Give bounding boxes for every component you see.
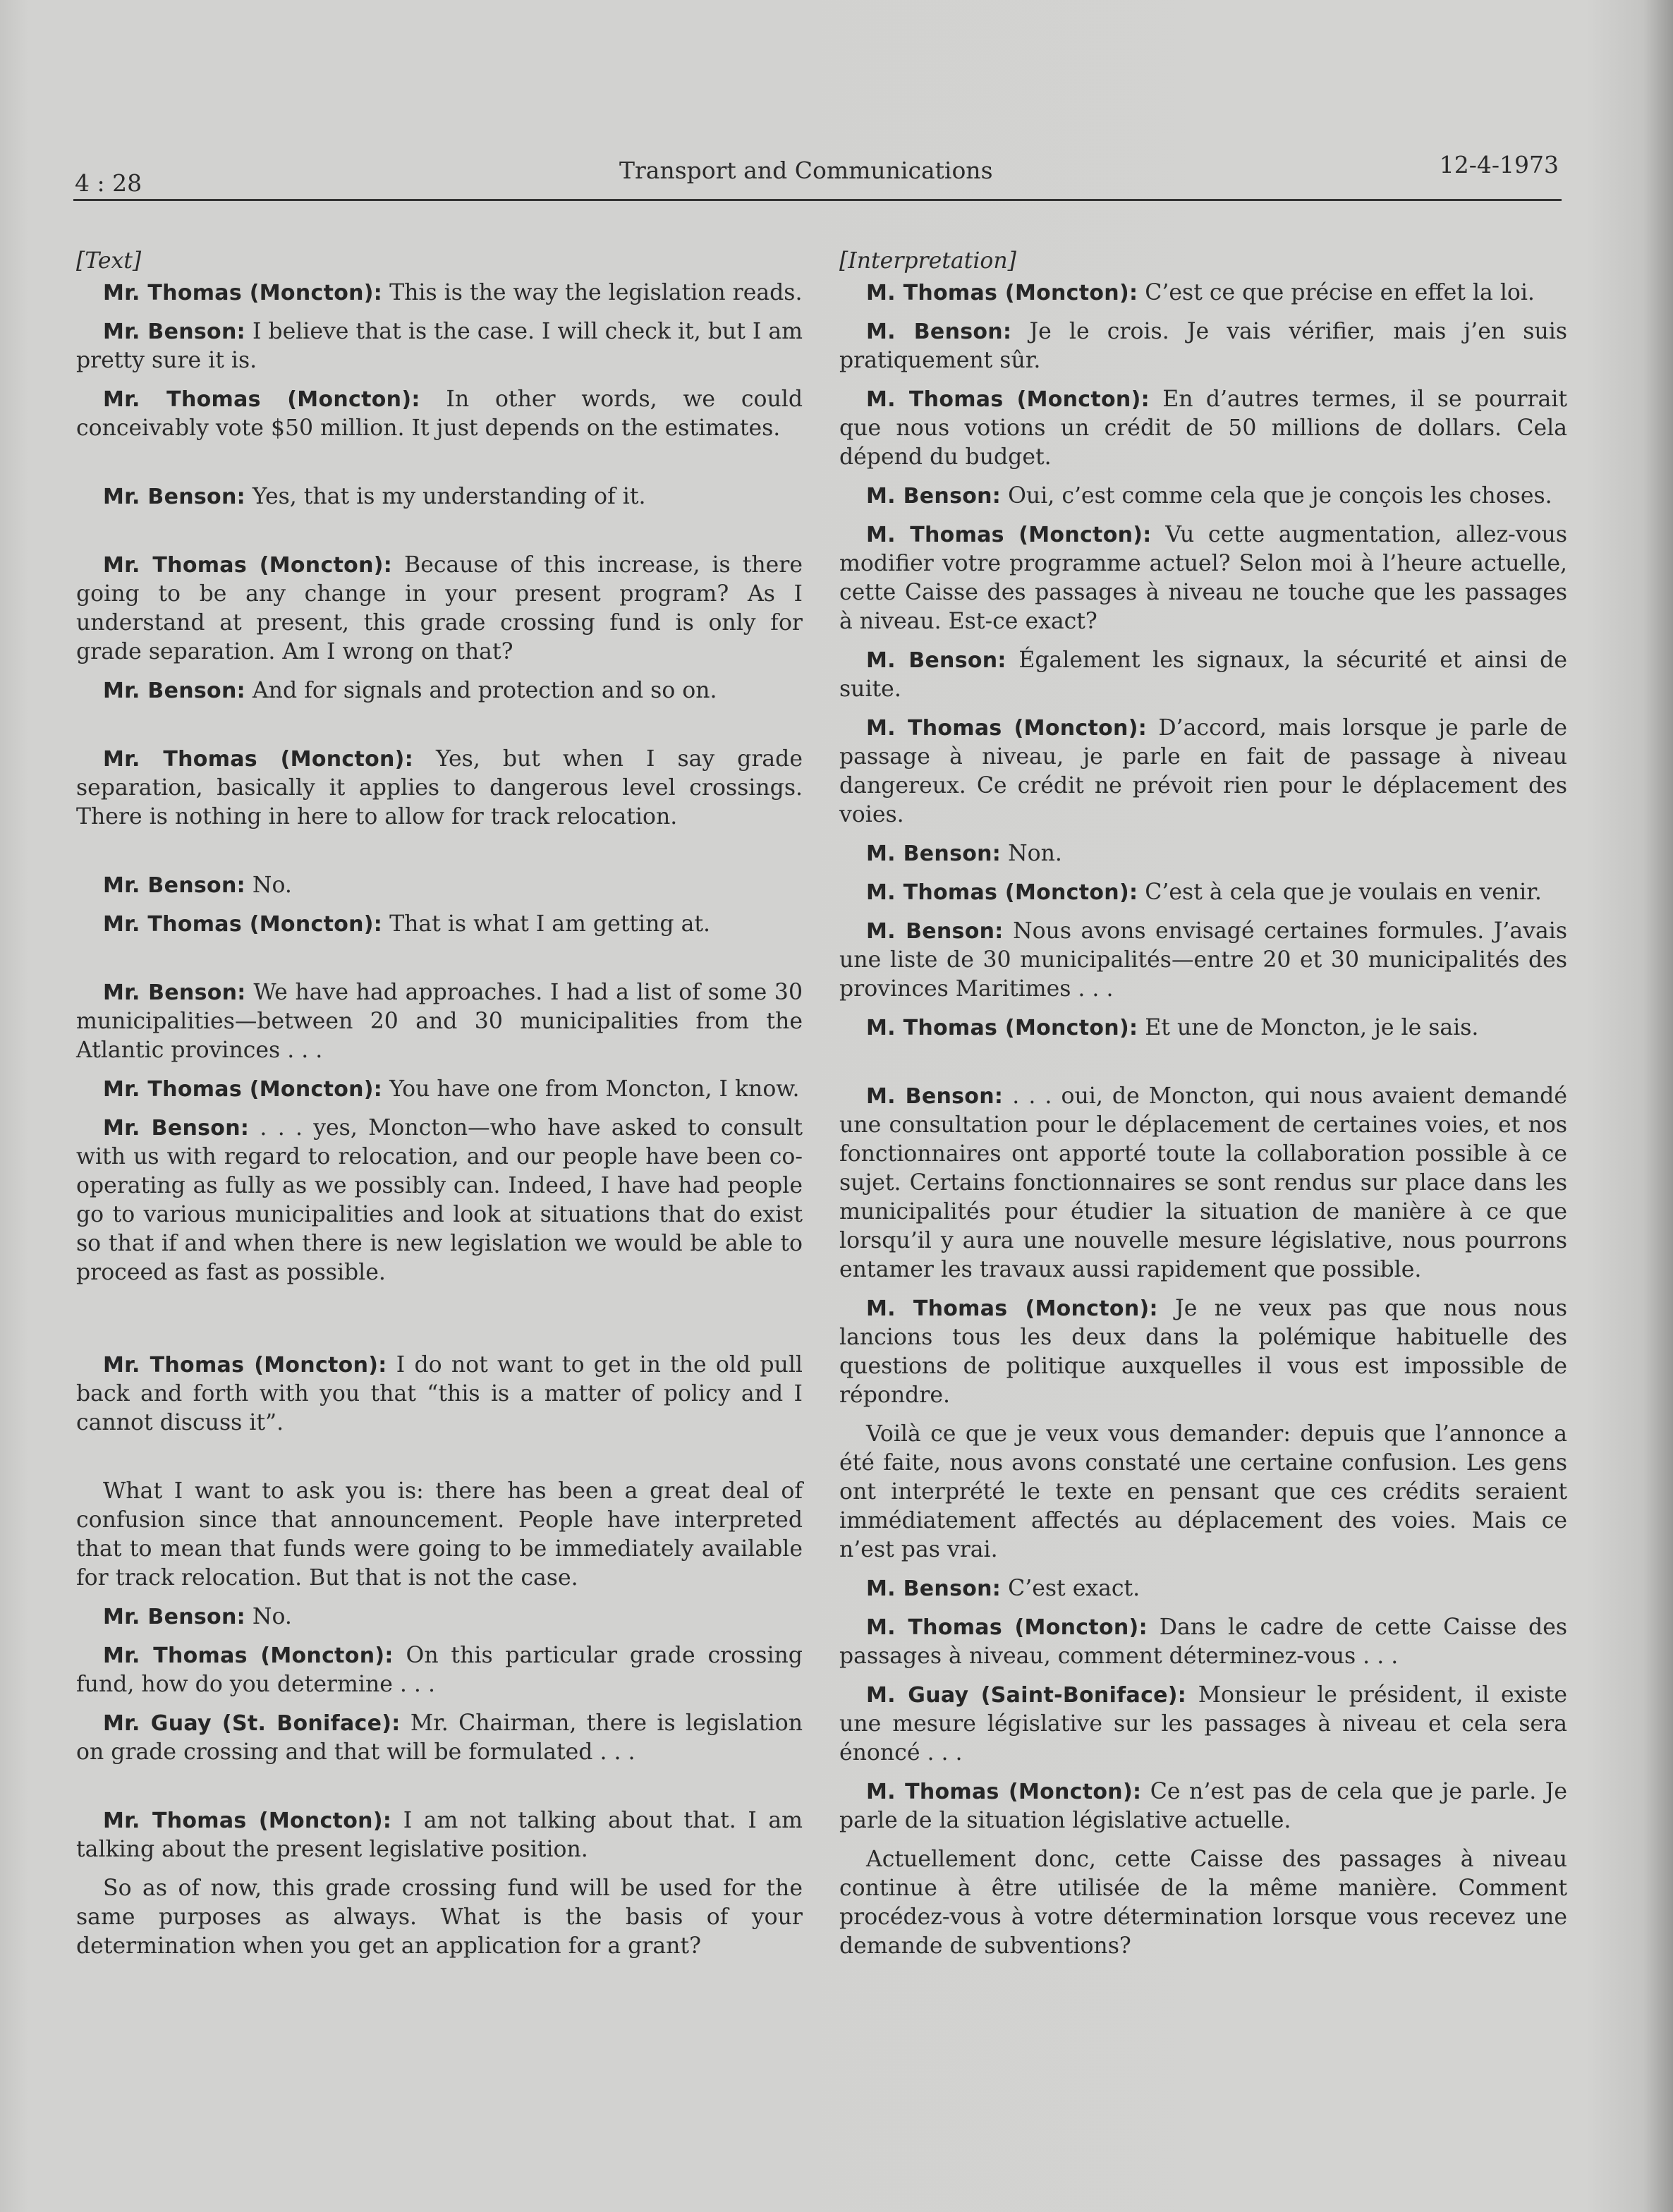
speech-text: C’est à cela que je voulais en venir.	[1138, 880, 1542, 905]
speech-text: C’est ce que précise en effet la loi.	[1138, 280, 1535, 305]
speech-text: What I want to ask you is: there has been a great deal of confusion since that announcement. People have interpreted that to mean that funds were going to be immediately available for track relocation. But that is not the case.	[76, 1478, 803, 1591]
speech-text: You have one from Moncton, I know.	[382, 1076, 800, 1102]
speaker-name: Mr. Thomas (Moncton):	[103, 747, 413, 772]
paragraph	[76, 745, 803, 832]
speech-text: Yes, that is my understanding of it.	[245, 484, 646, 509]
paragraph	[76, 910, 803, 939]
paragraph	[839, 646, 1567, 704]
section-label-interpretation: [Interpretation]	[839, 248, 1016, 274]
speaker-name: Mr. Benson:	[103, 679, 245, 703]
page-date: 12-4-1973	[1439, 151, 1559, 178]
paragraph	[76, 1114, 803, 1287]
speaker-name: Mr. Thomas (Moncton):	[103, 1353, 387, 1378]
paragraph	[76, 871, 803, 900]
speaker-name: Mr. Thomas (Moncton):	[103, 553, 393, 578]
french-column	[839, 247, 1567, 1961]
speech-text: C’est exact.	[1001, 1576, 1140, 1601]
speech-text: Voilà ce que je veux vous demander: depuis que l’annonce a été faite, nous avons constaté une certaine confusion. Les gens ont interprété le texte en pensant que ces crédits seraient immédiatement affectés au déplacement des voies. Mais ce n’est pas vrai.	[839, 1421, 1567, 1562]
speech-text: Je le crois. Je vais vérifier, mais j’en suis pratiquement sûr.	[839, 319, 1567, 373]
speaker-name: M. Benson:	[866, 1576, 1002, 1601]
speech-text: Également les signaux, la sécurité et ainsi de suite.	[839, 648, 1567, 702]
paragraph	[839, 279, 1567, 308]
paragraph	[839, 317, 1567, 375]
paragraph	[839, 878, 1567, 907]
speech-text: And for signals and protection and so on.	[245, 678, 717, 703]
speech-text: D’accord, mais lorsque je parle de passage à niveau, je parle en fait de passage à niveau dangereux. Ce crédit ne prévoit rien pour le déplacement des voies.	[839, 715, 1567, 827]
running-title: Transport and Communications	[619, 157, 993, 184]
speaker-name: M. Benson:	[866, 648, 1006, 673]
speech-text: No.	[245, 1604, 292, 1629]
speech-text: I am not talking about that. I am talking about the present legislative position.	[76, 1808, 803, 1862]
paragraph	[76, 551, 803, 667]
page-number: 4 : 28	[75, 169, 142, 197]
speaker-name: Mr. Thomas (Moncton):	[103, 1643, 394, 1668]
speech-text: We have had approaches. I had a list of some 30 municipalities—between 20 and 30 municipalities from the Atlantic provinces . . .	[76, 980, 803, 1063]
speech-text: This is the way the legislation reads.	[382, 280, 803, 305]
speaker-name: Mr. Benson:	[103, 485, 245, 509]
paragraph	[76, 1075, 803, 1104]
paragraph	[76, 676, 803, 705]
paragraph	[76, 279, 803, 308]
paragraph	[839, 385, 1567, 472]
speaker-name: Mr. Thomas (Moncton):	[103, 281, 383, 305]
speech-text: . . . oui, de Moncton, qui nous avaient demandé une consultation pour le déplacement de certaines voies, et nos fonctionnaires ont apporté toute la collaboration possible à ce sujet. Certains fonctionnaires se sont rendus sur place dans les municipalités pour étudier la situation de manière à ce que lorsqu’il y aura une nouvelle mesure législative, nous pourrons entamer les travaux aussi rapidement que possible.	[839, 1083, 1567, 1282]
page-header	[73, 151, 1562, 201]
paragraph	[76, 1874, 803, 1961]
speaker-name: M. Benson:	[866, 1084, 1004, 1109]
speaker-name: M. Thomas (Moncton):	[866, 1016, 1138, 1040]
speaker-name: M. Thomas (Moncton):	[866, 1296, 1158, 1321]
speaker-name: Mr. Benson:	[103, 320, 245, 344]
speaker-name: M. Thomas (Moncton):	[866, 880, 1138, 905]
paragraph	[839, 917, 1567, 1004]
paragraph	[839, 521, 1567, 636]
paragraph	[839, 1845, 1567, 1961]
speech-text: . . . yes, Moncton—who have asked to consult with us with regard to relocation, and our people have been co-operating as fully as we possibly can. Indeed, I have had people go to various municipalities and look at situations that do exist so that if and when there is new legislation we would be able to proceed as fast as possible.	[76, 1115, 803, 1285]
speaker-name: M. Thomas (Moncton):	[866, 281, 1138, 305]
speaker-name: M. Thomas (Moncton):	[866, 387, 1150, 412]
speaker-name: M. Thomas (Moncton):	[866, 1780, 1142, 1804]
speaker-name: Mr. Thomas (Moncton):	[103, 912, 383, 937]
paragraph	[839, 1778, 1567, 1835]
speech-text: Je ne veux pas que nous nous lancions tous les deux dans la polémique habituelle des questions de politique auxquelles il vous est impossible de répondre.	[839, 1296, 1568, 1408]
speech-text: Dans le cadre de cette Caisse des passages à niveau, comment déterminez-vous . . .	[839, 1615, 1568, 1669]
speech-text: Vu cette augmentation, allez-vous modifier votre programme actuel? Selon moi à l’heure actuelle, cette Caisse des passages à niveau ne touche que les passages à niveau. Est-ce exact?	[839, 522, 1567, 634]
speaker-name: Mr. Benson:	[103, 1116, 250, 1141]
speech-text: Oui, c’est comme cela que je conçois les choses.	[1001, 483, 1552, 509]
speech-text: No.	[245, 873, 292, 898]
paragraph	[76, 1603, 803, 1631]
speech-text: En d’autres termes, il se pourrait que nous votions un crédit de 50 millions de dollars. Cela dépend du budget.	[839, 387, 1567, 470]
speaker-name: M. Thomas (Moncton):	[866, 716, 1147, 741]
paragraph	[76, 978, 803, 1065]
paragraph	[76, 1477, 803, 1593]
speech-text: Ce n’est pas de cela que je parle. Je parle de la situation législative actuelle.	[839, 1779, 1568, 1833]
paragraph	[76, 482, 803, 511]
paragraph	[839, 1574, 1567, 1603]
speech-text: Actuellement donc, cette Caisse des passages à niveau continue à être utilisée de la même manière. Comment procédez-vous à votre détermination lorsque vous recevez une demande de subventions?	[839, 1847, 1567, 1959]
section-label-text: [Text]	[76, 248, 142, 274]
paragraph	[839, 482, 1567, 511]
paragraph	[839, 1014, 1567, 1043]
paragraph	[76, 1709, 803, 1767]
paragraph	[76, 317, 803, 375]
speaker-name: Mr. Thomas (Moncton):	[103, 1077, 383, 1102]
speaker-name: Mr. Benson:	[103, 1605, 245, 1629]
paragraph	[839, 1420, 1567, 1564]
speaker-name: M. Benson:	[866, 484, 1002, 509]
speaker-name: M. Benson:	[866, 841, 1002, 866]
speech-text: I believe that is the case. I will check it, but I am pretty sure it is.	[76, 319, 803, 373]
paragraph	[839, 1613, 1567, 1671]
paragraph	[76, 1351, 803, 1438]
paragraph	[76, 385, 803, 443]
speaker-name: Mr. Thomas (Moncton):	[103, 387, 420, 412]
speech-text: On this particular grade crossing fund, how do you determine . . .	[76, 1643, 803, 1697]
english-column	[76, 247, 803, 1961]
speech-text: That is what I am getting at.	[382, 911, 711, 937]
speech-text: In other words, we could conceivably vote $50 million. It just depends on the estimates.	[76, 387, 803, 441]
paragraph	[839, 714, 1567, 830]
speaker-name: Mr. Guay (St. Boniface):	[103, 1711, 401, 1736]
speaker-name: M. Guay (Saint-Boniface):	[866, 1683, 1187, 1708]
speech-text: Non.	[1001, 841, 1062, 866]
speaker-name: Mr. Benson:	[103, 873, 245, 898]
paragraph	[839, 839, 1567, 868]
paragraph	[76, 1641, 803, 1699]
speaker-name: M. Benson:	[866, 320, 1012, 344]
speech-text: Because of this increase, is there going to be any change in your present program? As I understand at present, this grade crossing fund is only for grade separation. Am I wrong on that?	[76, 552, 803, 664]
speech-text: Monsieur le président, il existe une mesure législative sur les passages à niveau et cela sera énoncé . . .	[839, 1682, 1567, 1766]
speaker-name: M. Thomas (Moncton):	[866, 1615, 1148, 1640]
paragraph	[76, 1806, 803, 1864]
paragraph	[839, 1681, 1567, 1768]
speaker-name: Mr. Benson:	[103, 980, 246, 1005]
paragraph	[839, 1294, 1567, 1410]
speaker-name: M. Benson:	[866, 919, 1004, 944]
speech-text: So as of now, this grade crossing fund will be used for the same purposes as always. What is the basis of your determination when you get an application for a grant?	[76, 1876, 803, 1959]
speech-text: I do not want to get in the old pull back and forth with you that “this is a matter of policy and I cannot discuss it”.	[76, 1352, 803, 1435]
speech-text: Nous avons envisagé certaines formules. J’avais une liste de 30 municipalités—entre 20 et 30 municipalités des provinces Maritimes . . .	[839, 918, 1567, 1002]
speaker-name: M. Thomas (Moncton):	[866, 523, 1152, 547]
speaker-name: Mr. Thomas (Moncton):	[103, 1809, 392, 1833]
speech-text: Yes, but when I say grade separation, basically it applies to dangerous level crossings. There is nothing in here to allow for track relocation.	[76, 746, 803, 830]
speech-text: Et une de Moncton, je le sais.	[1138, 1015, 1479, 1040]
speech-text: Mr. Chairman, there is legislation on grade crossing and that will be formulated . . .	[76, 1710, 803, 1765]
paragraph	[839, 1082, 1567, 1284]
